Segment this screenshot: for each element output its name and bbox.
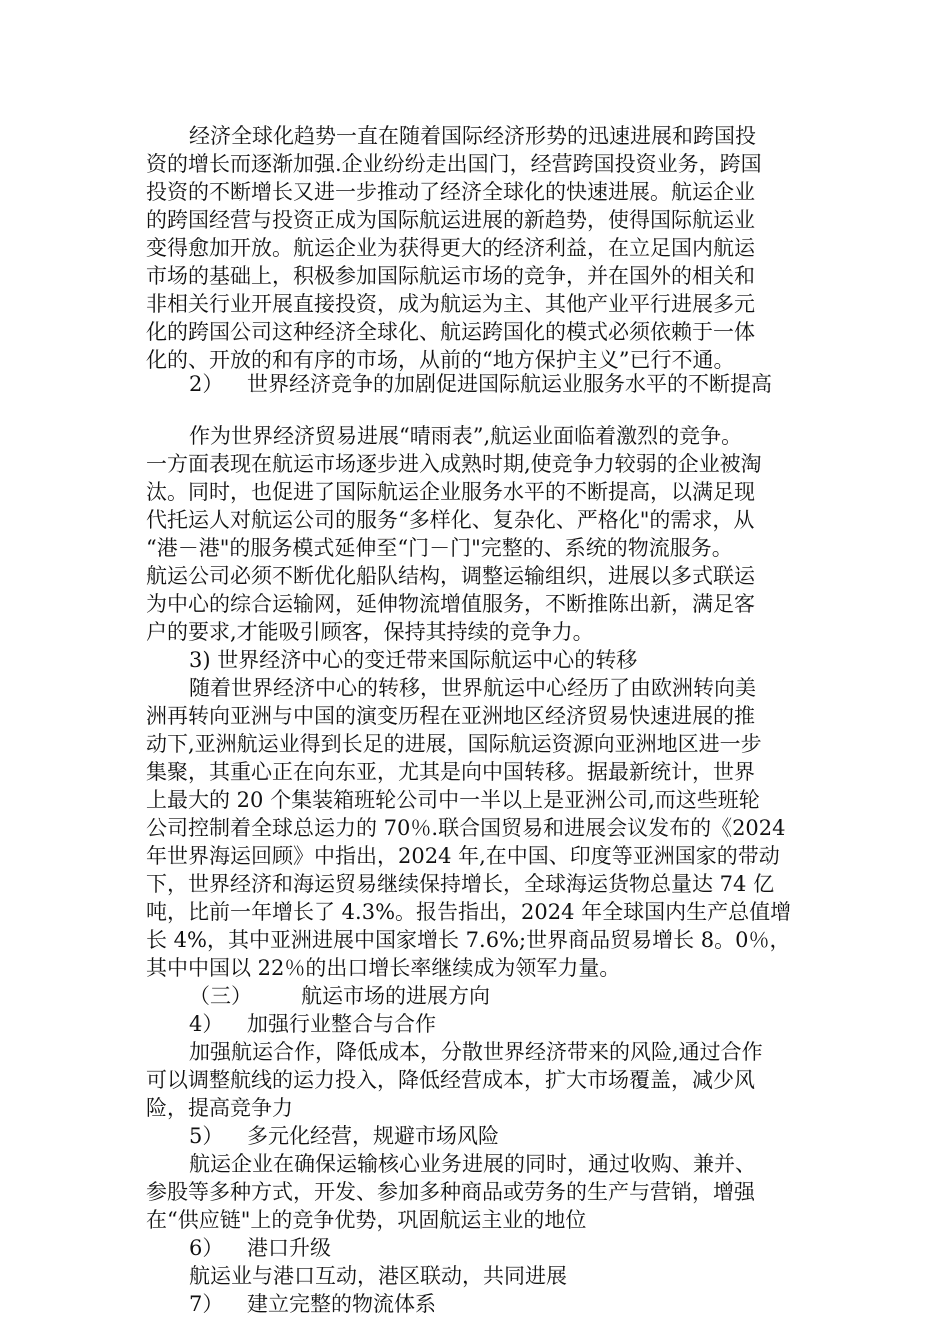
heading-number: 5）	[189, 1124, 224, 1148]
heading-text: 世界经济竞争的加剧促进国际航运业服务水平的不断提高	[247, 372, 772, 396]
paragraph-line: 代托运人对航运公司的服务“多样化、复杂化、严格化"的需求，从	[146, 508, 755, 532]
heading-text: 加强行业整合与合作	[247, 1012, 436, 1036]
heading-number: 2）	[189, 372, 224, 396]
paragraph-line: 航运公司必须不断优化船队结构，调整运输组织，进展以多式联运	[146, 564, 755, 588]
paragraph-line: 随着世界经济中心的转移，世界航运中心经历了由欧洲转向美	[189, 676, 756, 700]
paragraph-line: 加强航运合作，降低成本，分散世界经济带来的风险,通过合作	[189, 1040, 763, 1064]
section-heading	[189, 1122, 499, 1150]
paragraph-line: 非相关行业开展直接投资，成为航运为主、其他产业平行进展多元	[146, 292, 755, 316]
paragraph-line: 化的、开放的和有序的市场，从前的“地方保护主义”已行不通。	[146, 348, 735, 372]
paragraph-line: 其中中国以 22％的出口增长率继续成为领军力量。	[146, 956, 621, 980]
heading-number: 4）	[189, 1012, 224, 1036]
paragraph-line: 下，世界经济和海运贸易继续保持增长，全球海运货物总量达 74 亿	[146, 872, 775, 896]
paragraph-line: 一方面表现在航运市场逐步进入成熟时期,使竞争力较弱的企业被淘	[146, 452, 762, 476]
paragraph-line: 航运企业在确保运输核心业务进展的同时，通过收购、兼并、	[189, 1152, 756, 1176]
paragraph-line: 集聚，其重心正在向东亚，尤其是向中国转移。据最新统计，世界	[146, 760, 755, 784]
paragraph-line: 公司控制着全球总运力的 70％.联合国贸易和进展会议发布的《2024	[146, 816, 786, 840]
heading-text: 港口升级	[247, 1236, 331, 1260]
section-heading: 3) 世界经济中心的变迁带来国际航运中心的转移	[189, 648, 638, 672]
paragraph-line: 长 4%，其中亚洲进展中国家增长 7.6%;世界商品贸易增长 8。0％，	[146, 928, 791, 952]
paragraph-line: 吨，比前一年增长了 4.3%。报告指出，2024 年全球国内生产总值增	[146, 900, 792, 924]
paragraph-line: 参股等多种方式，开发、参加多种商品或劳务的生产与营销，增强	[146, 1180, 755, 1204]
paragraph-line: 资的增长而逐渐加强.企业纷纷走出国门，经营跨国投资业务，跨国	[146, 152, 762, 176]
heading-number: （三）	[189, 984, 252, 1008]
paragraph-line: 作为世界经济贸易进展“晴雨表”,航运业面临着激烈的竞争。	[189, 424, 743, 448]
paragraph-line: 航运业与港口互动，港区联动，共同进展	[189, 1264, 567, 1288]
section-heading	[189, 982, 490, 1010]
heading-number: 7）	[189, 1292, 224, 1316]
paragraph-line: 为中心的综合运输网，延伸物流增值服务，不断推陈出新，满足客	[146, 592, 755, 616]
paragraph-line: 市场的基础上，积极参加国际航运市场的竞争，并在国外的相关和	[146, 264, 755, 288]
heading-text: 航运市场的进展方向	[301, 984, 490, 1008]
paragraph-line: 化的跨国公司这种经济全球化、航运跨国化的模式必须依赖于一体	[146, 320, 755, 344]
heading-number: 6）	[189, 1236, 224, 1260]
paragraph-line: 户的要求,才能吸引顾客，保持其持续的竞争力。	[146, 620, 594, 644]
paragraph-line: 变得愈加开放。航运企业为获得更大的经济利益，在立足国内航运	[146, 236, 755, 260]
paragraph-line: “港－港"的服务模式延伸至“门－门"完整的、系统的物流服务。	[146, 536, 733, 560]
paragraph-line: 经济全球化趋势一直在随着国际经济形势的迅速进展和跨国投	[189, 124, 756, 148]
paragraph-line: 上最大的 20 个集装箱班轮公司中一半以上是亚洲公司,而这些班轮	[146, 788, 760, 812]
paragraph-line: 汰。同时，也促进了国际航运企业服务水平的不断提高，以满足现	[146, 480, 755, 504]
section-heading	[189, 1290, 436, 1318]
section-heading	[189, 1010, 436, 1038]
paragraph-line: 动下,亚洲航运业得到长足的进展，国际航运资源向亚洲地区进一步	[146, 732, 762, 756]
paragraph-line: 洲再转向亚洲与中国的演变历程在亚洲地区经济贸易快速进展的推	[146, 704, 755, 728]
heading-text: 多元化经营，规避市场风险	[247, 1124, 499, 1148]
heading-text: 建立完整的物流体系	[247, 1292, 436, 1316]
paragraph-line: 年世界海运回顾》中指出，2024 年,在中国、印度等亚洲国家的带动	[146, 844, 780, 868]
paragraph-line: 可以调整航线的运力投入，降低经营成本，扩大市场覆盖，减少风	[146, 1068, 755, 1092]
paragraph-line: 在“供应链"上的竞争优势，巩固航运主业的地位	[146, 1208, 587, 1232]
section-heading	[189, 370, 772, 398]
paragraph-line: 险，提高竞争力	[146, 1096, 293, 1120]
section-heading	[189, 1234, 331, 1262]
paragraph-line: 的跨国经营与投资正成为国际航运进展的新趋势，使得国际航运业	[146, 208, 755, 232]
paragraph-line: 投资的不断增长又进一步推动了经济全球化的快速进展。航运企业	[146, 180, 755, 204]
